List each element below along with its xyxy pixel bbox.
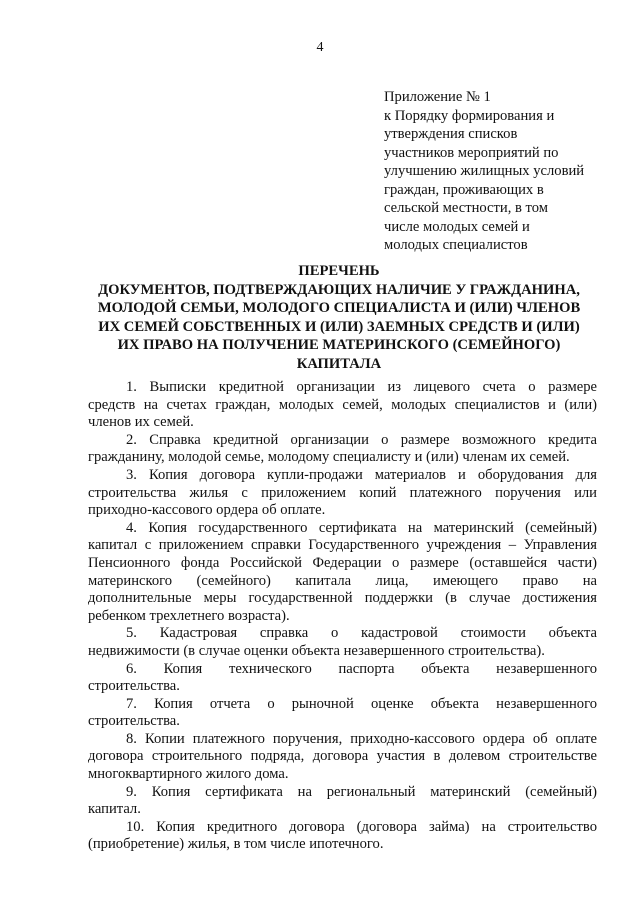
item-line: материнского (семейного) капитала лица, имеющего право на xyxy=(88,572,597,589)
item-line: (приобретение) жилья, в том числе ипотечного. xyxy=(88,836,384,853)
item-line: 6. Копия технического паспорта объекта незавершенного xyxy=(126,660,597,677)
item-line: 1. Выписки кредитной организации из лицевого счета о размере xyxy=(126,379,597,395)
item-line: 9. Копия сертификата на региональный материнский (семейный) xyxy=(126,783,597,800)
item-line: строительства. xyxy=(88,678,180,695)
appendix-line: граждан, проживающих в xyxy=(384,181,544,198)
list-item xyxy=(88,467,597,520)
appendix-line: Приложение № 1 xyxy=(384,89,491,105)
item-line: Пенсионного фонда Российской Федерации о размере (оставшейся части) xyxy=(88,554,597,571)
item-line: дополнительные меры государственной поддержки (в случае достижения xyxy=(88,590,597,607)
title-line: ДОКУМЕНТОВ, ПОДТВЕРЖДАЮЩИХ НАЛИЧИЕ У ГРАЖДАНИНА, xyxy=(98,281,580,298)
item-line: многоквартирного жилого дома. xyxy=(88,766,289,783)
appendix-line: молодых специалистов xyxy=(384,237,528,253)
item-line: 3. Копия договора купли-продажи материалов и оборудования для xyxy=(126,466,597,483)
item-line: членов их семей. xyxy=(88,414,194,431)
item-line: строительства. xyxy=(88,713,180,730)
item-line: капитал. xyxy=(88,801,141,818)
appendix-line: улучшению жилищных условий xyxy=(384,163,585,179)
appendix-note xyxy=(384,88,624,255)
item-line: 10. Копия кредитного договора (договора займа) на строительство xyxy=(126,818,597,835)
item-line: 2. Справка кредитной организации о размере возможного кредита xyxy=(126,431,597,448)
item-line: средств на счетах граждан, молодых семей, молодых специалистов и (или) xyxy=(88,396,597,413)
document-title xyxy=(72,262,606,373)
list-item xyxy=(88,379,597,432)
item-line: гражданину, молодой семье, молодому специалисту и (или) членам их семей. xyxy=(88,449,570,466)
list-item xyxy=(88,819,597,854)
list-item xyxy=(88,625,597,660)
item-line: 5. Кадастровая справка о кадастровой стоимости объекта xyxy=(126,625,597,642)
item-line: 7. Копия отчета о рыночной оценке объекта незавершенного xyxy=(126,695,597,712)
list-item xyxy=(88,432,597,467)
item-line: недвижимости (в случае оценки объекта незавершенного строительства). xyxy=(88,642,545,659)
appendix-line: утверждения списков xyxy=(384,126,518,142)
item-line: приходно-кассового ордера об оплате. xyxy=(88,502,326,519)
appendix-line: участников мероприятий по xyxy=(384,144,559,161)
page-number: 4 xyxy=(316,40,324,55)
title-line: ИХ СЕМЕЙ СОБСТВЕННЫХ И (ИЛИ) ЗАЕМНЫХ СРЕДСТВ И (ИЛИ) xyxy=(98,318,580,335)
list-item xyxy=(88,731,597,784)
item-line: договора строительного подряда, договора участия в долевом строительстве xyxy=(88,748,597,765)
item-line: 4. Копия государственного сертификата на материнский (семейный) xyxy=(126,519,597,536)
list-item xyxy=(88,520,597,626)
list-item xyxy=(88,661,597,696)
appendix-line: числе молодых семей и xyxy=(384,218,530,235)
list-item xyxy=(88,696,597,731)
title-line: ИХ ПРАВО НА ПОЛУЧЕНИЕ МАТЕРИНСКОГО (СЕМЕЙНОГО) xyxy=(117,337,561,353)
title-line: КАПИТАЛА xyxy=(296,355,382,372)
document-list xyxy=(88,379,597,854)
item-line: капитал с приложением справки Государственного учреждения – Управления xyxy=(88,537,597,554)
title-line: МОЛОДОЙ СЕМЬИ, МОЛОДОГО СПЕЦИАЛИСТА И (ИЛИ) ЧЛЕНОВ xyxy=(97,300,581,316)
appendix-line: сельской местности, в том xyxy=(384,200,548,216)
item-line: ребенком трехлетнего возраста). xyxy=(88,607,290,624)
appendix-line: к Порядку формирования и xyxy=(384,107,555,124)
item-line: строительства жилья с приложением копий платежного поручения или xyxy=(88,484,597,501)
title-line: ПЕРЕЧЕНЬ xyxy=(298,263,380,279)
item-line: 8. Копии платежного поручения, приходно-кассового ордера об оплате xyxy=(126,730,597,747)
list-item xyxy=(88,784,597,819)
